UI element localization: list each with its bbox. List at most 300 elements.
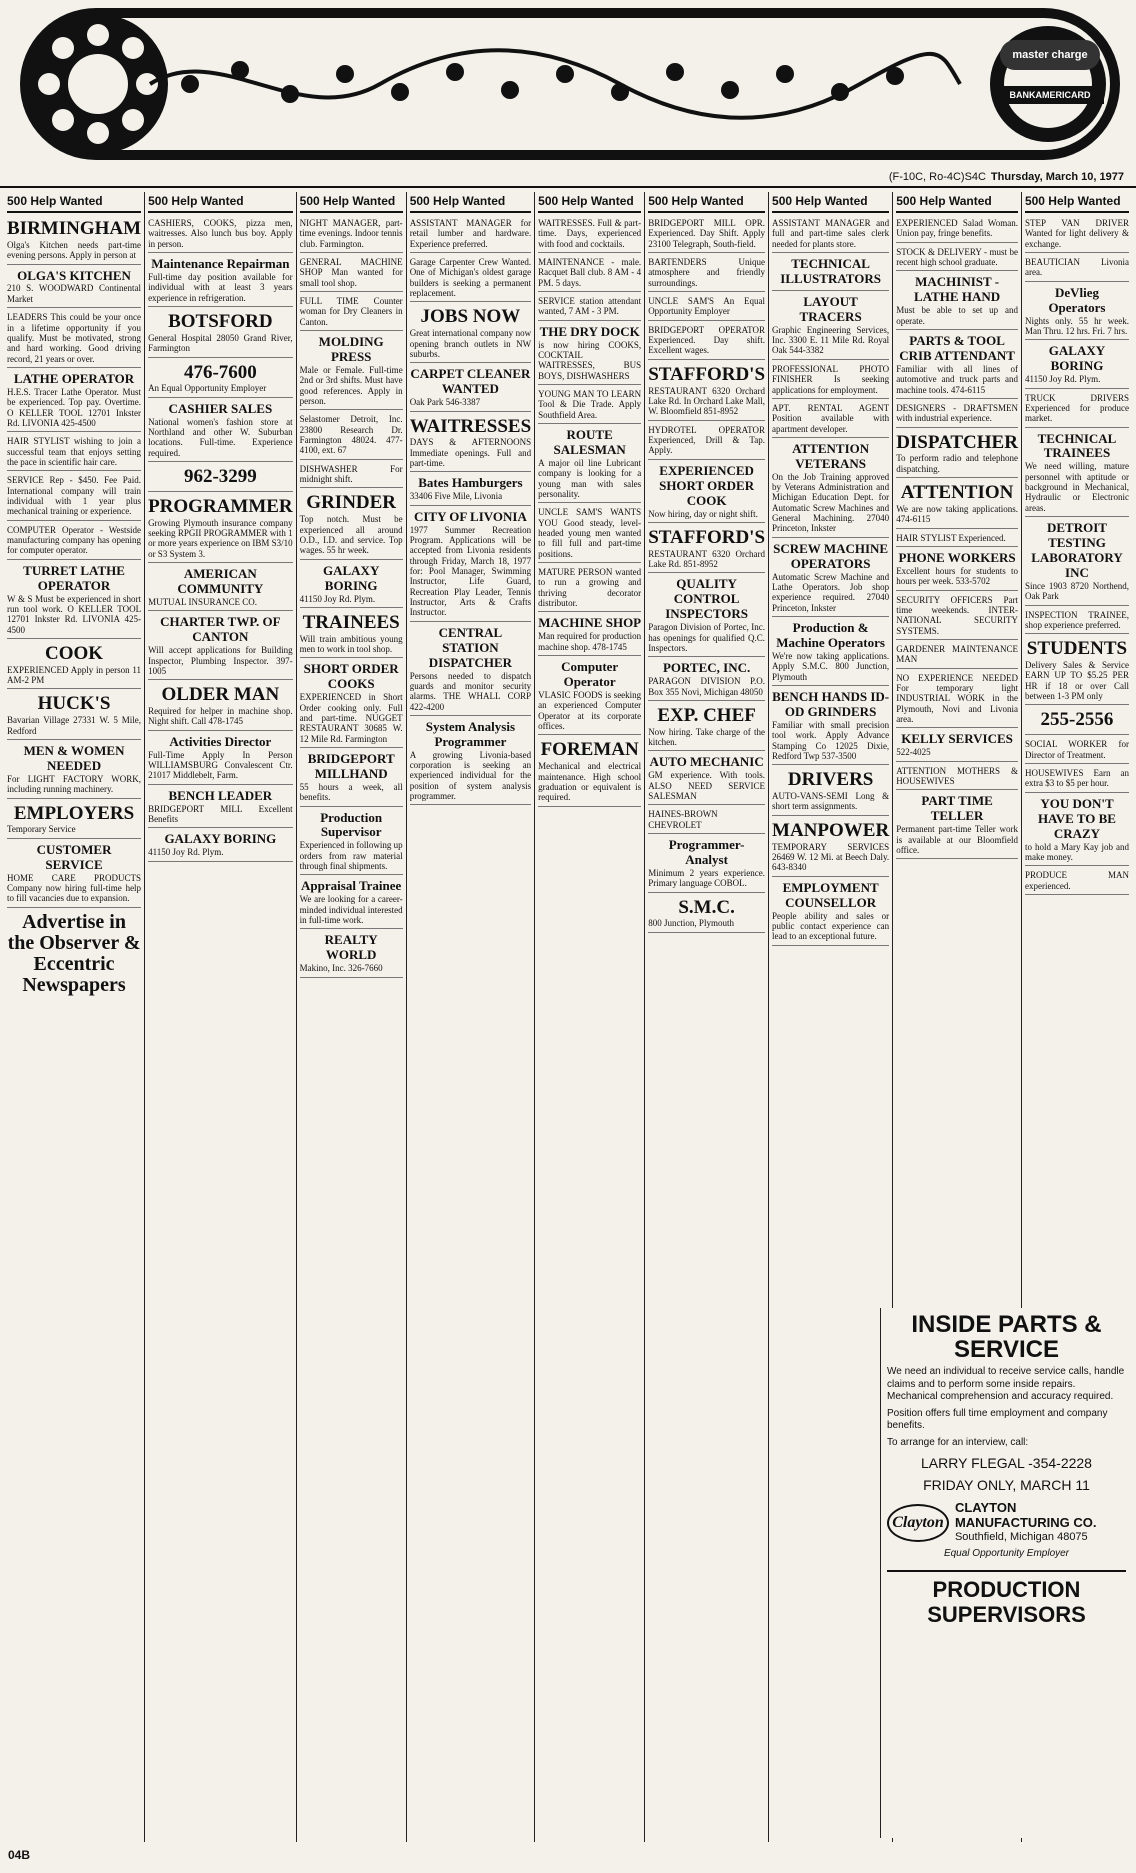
classified-ad <box>148 494 293 563</box>
ad-body: BRIDGEPORT MILL OPR. Experienced. Day Shift. Apply 23100 Telegraph, South-field. <box>648 218 766 249</box>
classified-ad <box>896 531 1018 547</box>
classified-ad <box>1025 391 1129 428</box>
classified-ad <box>896 273 1018 330</box>
ad-body: Man required for production machine shop. 478-1745 <box>538 631 642 652</box>
classified-column <box>535 192 645 1842</box>
classified-ad <box>7 742 141 799</box>
ad-body: SECURITY OFFICERS Part time weekends. INTER-NATIONAL SECURITY SYSTEMS. <box>896 594 1018 636</box>
classified-ad <box>148 830 293 861</box>
classified-ad <box>7 801 141 839</box>
ad-body: On the Job Training approved by Veterans Administration and Michigan Education Dept. for Automatic Screw Machines and General Machining. 27040 Princeton, Inkster <box>772 471 890 534</box>
classified-ad <box>896 216 1018 243</box>
box-ad-body-2: Position offers full time employment and company benefits. <box>887 1407 1108 1432</box>
classified-ad <box>410 718 531 806</box>
ad-body: Paragon Division of Portec, Inc. has openings for qualified Q.C. Inspectors. <box>648 622 766 653</box>
ad-headline: COOK <box>45 642 104 664</box>
ad-headline: STAFFORD'S <box>648 526 766 548</box>
classified-ad <box>300 610 403 659</box>
classified-column <box>407 192 535 1842</box>
ad-body: HAIR STYLIST wishing to join a successful team that enjoys setting the pace in scientific hair care. <box>7 436 142 467</box>
ad-body: We are looking for a career-minded individual interested in full-time work. <box>299 894 403 926</box>
column-header: 500 Help Wanted <box>300 192 403 213</box>
ad-body: Familiar with all lines of automotive and truck parts and machine tools. 474-6115 <box>896 363 1018 395</box>
classified-ad <box>648 323 765 360</box>
ad-body: ASSISTANT MANAGER and full and part-time sales clerk needed for plants store. <box>772 218 890 249</box>
column-header: 500 Help Wanted <box>538 192 641 213</box>
ad-body: 1977 Summer Recreation Program. Applications will be accepted from Livonia residents through Friday, March 18, 1977 for: Pool Manager, Swimming Instructor, Life Guard, Recreation Play Leader, Tennis Instructor, Arts & Crafts Instructor. <box>409 524 532 618</box>
ad-body: Experienced in following up orders from raw material through final shipments. <box>299 840 403 872</box>
ad-headline: STUDENTS <box>1026 638 1128 660</box>
classified-ad <box>896 593 1018 640</box>
ad-headline: MEN & WOMEN NEEDED <box>23 742 125 773</box>
ad-body: RESTAURANT 6320 Orchard Lake Rd. 851-8952 <box>648 548 766 570</box>
ad-body: 210 S. WOODWARD Continental Market <box>7 283 142 304</box>
ad-body: INSPECTION TRAINEE, shop experience preferred. <box>1024 609 1129 630</box>
clayton-company <box>955 1501 1126 1544</box>
classified-ad <box>300 660 403 748</box>
ad-body: An Equal Opportunity Employer <box>148 383 267 394</box>
classified-ad <box>1025 795 1129 867</box>
classified-ad <box>148 733 293 785</box>
classified-ad <box>1025 430 1129 518</box>
classified-ad <box>538 294 641 321</box>
classified-ad <box>7 216 141 265</box>
classified-ad <box>1025 608 1129 635</box>
ad-headline: Maintenance Repairman <box>151 256 290 272</box>
ad-headline: DETROIT TESTING LABORATORY INC <box>1031 520 1123 580</box>
ad-headline: PROGRAMMER <box>148 495 293 517</box>
ad-body: Growing Plymouth insurance company seeking RPGII PROGRAMMER with 1 or more years experience on IBM S3/10 or S3 System 3. <box>148 517 293 559</box>
clayton-location: Southfield, Michigan 48075 <box>954 1531 1088 1544</box>
ad-headline: GRINDER <box>306 492 397 514</box>
classified-ad <box>410 624 531 716</box>
issue-date: Thursday, March 10, 1977 <box>990 171 1124 183</box>
ad-body: LEADERS This could be your once in a lifetime opportunity if you qualify. Must be motivated, strong and hard working. Good driving record, 21 years or over. <box>7 312 142 364</box>
ad-body: APT. RENTAL AGENT Position available with apartment developer. <box>772 402 890 434</box>
ad-headline: EMPLOYMENT COUNSELLOR <box>782 879 879 910</box>
classified-ad <box>300 750 403 807</box>
ad-body: DISHWASHER For midnight shift. <box>299 463 403 485</box>
ad-body: GM experience. With tools. ALSO NEED SERVICE SALESMAN <box>648 770 766 801</box>
clayton-box-ad <box>880 1308 1132 1838</box>
classified-ad <box>1025 766 1129 793</box>
classified-ad <box>410 414 531 473</box>
ad-body: ATTENTION MOTHERS & HOUSEWIVES <box>896 765 1018 786</box>
classified-ad <box>300 462 403 489</box>
ad-headline: BENCH LEADER <box>168 787 273 803</box>
box-ad-title-2: PRODUCTION SUPERVISORS <box>887 1570 1126 1626</box>
classified-ad <box>648 703 765 752</box>
classified-ad <box>538 255 641 292</box>
edition-code: (F-10C, Ro-4C)S4C <box>888 171 986 183</box>
ad-headline: Computer Operator <box>561 659 619 689</box>
classified-ad <box>772 540 889 617</box>
clayton-eoe: Equal Opportunity Employer <box>943 1547 1070 1559</box>
ad-headline: ROUTE SALESMAN <box>553 427 626 458</box>
ad-headline: CASHIER SALES <box>168 400 273 416</box>
classified-ad <box>1025 216 1129 253</box>
ad-headline: Production Supervisor <box>320 809 383 840</box>
ad-body: Nights only. 55 hr week. Man Thru. 12 hrs. Fri. 7 hrs. <box>1024 315 1129 336</box>
ad-headline: Appraisal Trainee <box>301 878 402 894</box>
ad-headline: PART TIME TELLER <box>921 793 993 824</box>
bankamericard-logo <box>996 86 1104 104</box>
classified-ad <box>648 216 765 253</box>
ad-headline: ATTENTION VETERANS <box>792 440 870 471</box>
ad-body: Excellent hours for students to hours per week. 533-5702 <box>896 565 1018 587</box>
ad-body: Great international company now opening branch outlets in NW suburbs. <box>409 328 532 359</box>
ad-body: 522-4025 <box>896 747 931 758</box>
ad-body: UNCLE SAM'S An Equal Opportunity Employer <box>648 296 766 317</box>
ad-body: Will accept applications for Building Inspector, Plumbing Inspector. 397-1005 <box>148 645 293 676</box>
ad-headline: FOREMAN <box>540 739 639 761</box>
ad-body: NIGHT MANAGER, part-time evenings. Indoor tennis club. Farmington. <box>299 218 403 249</box>
ad-body: We are now taking applications. 474-6115 <box>896 503 1018 525</box>
ad-body: HYDROTEL OPERATOR Experienced, Drill & Tap. Apply. <box>648 424 766 456</box>
ad-body: Permanent part-time Teller work is available at our Bloomfield office. <box>896 824 1018 855</box>
ad-body: Now hiring, day or night shift. <box>648 508 758 519</box>
ad-headline: PORTEC, INC. <box>662 660 751 676</box>
ad-headline: ATTENTION <box>900 482 1014 504</box>
classified-ad <box>648 836 765 893</box>
ad-body: Must be able to set up and operate. <box>896 305 1018 326</box>
ad-headline: BRIDGEPORT MILLHAND <box>307 750 395 781</box>
column-header: 500 Help Wanted <box>772 192 889 213</box>
box-ad-body: We need an individual to receive service calls, handle claims and to perform some inside repairs. Mechanical comprehension and accuracy required. <box>887 1366 1125 1403</box>
ad-body: AUTO-VANS-SEMI Long & short term assignments. <box>772 791 890 812</box>
ad-body: Automatic Screw Machine and Lathe Operators. Job shop experience required. 27040 Princeton, Inkster <box>772 571 890 613</box>
ad-body: STOCK & DELIVERY - must be recent high school graduate. <box>896 246 1018 268</box>
ad-body: GENERAL MACHINE SHOP Man wanted for small tool shop. <box>299 257 403 288</box>
ad-body: HAINES-BROWN CHEVROLET <box>648 809 718 830</box>
classified-ad <box>896 671 1018 729</box>
ad-headline: GALAXY BORING <box>323 562 380 593</box>
classified-ad <box>772 362 889 399</box>
ad-body: 55 hours a week, all benefits. <box>299 781 403 803</box>
classified-ad <box>148 400 293 462</box>
ad-body: National women's fashion store at Northland and other W. Suburban locations. Full-time. Experience required. <box>148 416 293 458</box>
classified-ad <box>538 737 641 806</box>
column-header: 500 Help Wanted <box>148 192 293 213</box>
classified-ad <box>538 387 641 424</box>
ad-body: Top notch. Must be experienced all around O.D., I.D. and service. Top wages. 55 hr week. <box>299 514 403 556</box>
classified-ad <box>300 809 403 876</box>
classified-ad <box>772 216 889 253</box>
ad-headline: System Analysis Programmer <box>425 718 516 749</box>
ad-headline: CHARTER TWP. OF CANTON <box>160 614 281 645</box>
ad-body: EXPERIENCED in Short Order cooking only. Full and part-time. NUGGET RESTAURANT 30685 W. 12 Mile Rd. Farmington <box>299 692 403 744</box>
classified-ad <box>7 562 141 639</box>
bankamericard-label: BANKAMERICARD <box>1009 90 1091 100</box>
ad-body: General Hospital 28050 Grand River, Farmington <box>148 332 293 354</box>
ad-body: People ability and sales or public contact experience can lead to an exceptional future. <box>772 910 890 942</box>
ad-headline: TECHNICAL TRAINEES <box>1037 430 1117 461</box>
ad-body: Bavarian Village 27331 W. 5 Mile, Redford <box>7 715 142 736</box>
ad-body: to hold a Mary Kay job and make money. <box>1024 841 1129 862</box>
ad-headline: CENTRAL STATION DISPATCHER <box>428 624 513 670</box>
column-header: 500 Help Wanted <box>410 192 531 213</box>
ad-body: FULL TIME Counter woman for Dry Cleaners in Canton. <box>299 296 403 327</box>
classified-ad <box>648 423 765 460</box>
classified-column <box>645 192 769 1842</box>
classified-ad <box>896 480 1018 529</box>
telephone-dial-banner-graphic <box>0 0 1136 168</box>
ad-body: A growing Livonia-based corporation is seeking an experienced individual for the position of system analysis programmer. <box>409 749 532 802</box>
ad-body: DAYS & AFTERNOONS Immediate openings. Full and part-time. <box>409 437 532 469</box>
classified-ad <box>896 642 1018 669</box>
ad-headline: QUALITY CONTROL INSPECTORS <box>665 576 749 622</box>
ad-body: ASSISTANT MANAGER for retail lumber and hardware. Experience preferred. <box>409 218 532 249</box>
ad-body: For LIGHT FACTORY WORK, including running machinery. <box>7 773 142 795</box>
ad-body: Familiar with small precision tool work. Apply Advance Stamping Co 12025 Dixie, Redford Twp 537-3500 <box>772 719 890 761</box>
ad-headline: BENCH HANDS ID-OD GRINDERS <box>772 688 890 719</box>
ad-body: Will train ambitious young men to work in tool shop. <box>299 633 403 655</box>
classified-ad <box>1025 868 1129 895</box>
ad-headline: 962-3299 <box>183 466 257 488</box>
ad-body: 41150 Joy Rd. Plym. <box>299 593 376 604</box>
classified-ad <box>410 216 531 253</box>
ad-body: 41150 Joy Rd. Plym. <box>148 847 224 858</box>
ad-body: Required for helper in machine shop. Night shift. Call 478-1745 <box>148 706 293 727</box>
ad-headline: DeVlieg Operators <box>1048 284 1106 315</box>
ad-headline: STAFFORD'S <box>648 363 766 385</box>
ad-body: MUTUAL INSURANCE CO. <box>148 596 257 607</box>
classified-ad <box>410 304 531 363</box>
ad-headline: AUTO MECHANIC <box>649 754 764 770</box>
classified-ad <box>300 877 403 929</box>
classified-ad <box>648 362 765 421</box>
page-number: 04B <box>8 1848 31 1862</box>
ad-body: BRIDGEPORT OPERATOR Experienced. Day shift. Excellent wages. <box>648 324 766 356</box>
classified-ad <box>896 401 1018 428</box>
classified-ad <box>300 931 403 977</box>
classified-ad <box>410 508 531 622</box>
ad-headline: TECHNICAL ILLUSTRATORS <box>780 256 881 286</box>
ad-headline: DRIVERS <box>787 769 874 791</box>
ad-headline: TURRET LATHE OPERATOR <box>23 562 125 593</box>
classified-ad <box>148 464 293 492</box>
classified-ad <box>896 245 1018 272</box>
classified-banner <box>0 0 1136 168</box>
ad-body: PROFESSIONAL PHOTO FINISHER Is seeking applications for employment. <box>772 363 890 395</box>
ad-body: SOCIAL WORKER for Director of Treatment. <box>1024 739 1129 760</box>
ad-body: Male or Female. Full-time 2nd or 3rd shifts. Must have good references. Apply in person. <box>299 364 403 406</box>
ad-body: HOME CARE PRODUCTS Company now hiring full-time help to fill vacancies due to expansion. <box>7 872 142 904</box>
column-header: 500 Help Wanted <box>7 192 141 213</box>
ad-body: Makino, Inc. 326-7660 <box>299 963 383 974</box>
ad-headline: OLGA'S KITCHEN <box>17 267 131 283</box>
ad-body: 800 Junction, Plymouth <box>648 918 734 929</box>
ad-headline: CITY OF LIVONIA <box>413 508 527 524</box>
classified-ad <box>772 255 889 291</box>
ad-body: Persons needed to dispatch guards and monitor security alarms. THE WHALL CORP 422-4200 <box>409 670 532 712</box>
ad-headline: CARPET CLEANER WANTED <box>410 366 531 397</box>
ad-body: 33406 Five Mile, Livonia <box>409 491 503 502</box>
master-charge-label: master charge <box>1012 49 1088 61</box>
box-ad-body-3: To arrange for an interview, call: <box>887 1436 1029 1448</box>
ad-body: is now hiring COOKS, COCKTAIL WAITRESSES, BUS BOYS, DISHWASHERS <box>538 339 642 381</box>
ad-headline: MACHINE SHOP <box>538 615 642 631</box>
ad-body: 41150 Joy Rd. Plym. <box>1024 374 1101 385</box>
classified-ad <box>896 792 1018 859</box>
classified-column <box>769 192 893 1842</box>
ad-body: Delivery Sales & Service EARN UP TO $5.25 PER HR if 18 or over Call between 1-3 PM only <box>1024 660 1129 702</box>
ad-body: Now hiring. Take charge of the kitchen. <box>648 726 766 748</box>
ad-headline: DISPATCHER <box>896 431 1018 453</box>
ad-body: H.E.S. Tracer Lathe Operator. Must be experienced. Top pay. Overtime. O KELLER TOOL 12701 Inkster Rd. LIVONIA 425-4500 <box>7 386 142 428</box>
ad-headline: Programmer-Analyst <box>668 837 745 867</box>
classified-ad <box>7 370 141 432</box>
classified-ad <box>148 360 293 398</box>
classified-ad <box>772 619 889 686</box>
ad-body: Full-Time Apply In Person WILLIAMSBURG Convalescent Ctr. 21017 Middlebelt, Farm. <box>148 749 293 781</box>
ad-headline: BOTSFORD <box>168 311 273 332</box>
ad-body: SERVICE station attendant wanted, 7 AM - 3 PM. <box>538 296 642 317</box>
ad-headline: MANPOWER <box>772 819 890 841</box>
ad-headline: AMERICAN COMMUNITY <box>177 566 264 597</box>
ad-headline: LATHE OPERATOR <box>13 370 135 386</box>
ad-headline: TRAINEES <box>302 611 400 633</box>
classified-ad <box>772 818 889 877</box>
classified-ad <box>410 474 531 505</box>
classified-ad <box>538 658 641 735</box>
classified-ad <box>772 440 889 538</box>
classified-ad <box>148 216 293 253</box>
column-header: 500 Help Wanted <box>648 192 765 213</box>
classified-ad <box>772 879 889 946</box>
ad-body: RESTAURANT 6320 Orchard Lake Rd. In Orchard Lake Mall, W. Bloomfield 851-8952 <box>648 385 766 417</box>
classified-ad <box>148 682 293 731</box>
classified-ad <box>300 490 403 559</box>
ad-body: A major oil line Lubricant company is looking for a young man with sales personality. <box>538 457 642 499</box>
ad-headline: MACHINIST - LATHE HAND <box>914 274 1001 305</box>
ad-headline: GALAXY BORING <box>1048 343 1106 374</box>
ad-headline: KELLY SERVICES <box>901 731 1013 747</box>
classified-ad <box>538 323 641 385</box>
clayton-company-name: CLAYTON MANUFACTURING CO. <box>954 1500 1097 1531</box>
classified-ad <box>772 293 889 360</box>
classified-ad <box>7 641 141 690</box>
ad-body: EXPERIENCED Apply in person 11 AM-2 PM <box>7 664 142 686</box>
ad-headline: HUCK'S <box>37 693 111 715</box>
classified-ad <box>648 462 765 523</box>
master-charge-logo <box>1000 40 1100 70</box>
classified-ad <box>538 216 641 253</box>
classified-ad <box>896 730 1018 761</box>
ad-headline: SCREW MACHINE OPERATORS <box>773 540 889 571</box>
classified-ad <box>148 309 293 358</box>
ad-body: PRODUCE MAN experienced. <box>1024 870 1129 891</box>
classified-ad <box>538 505 641 563</box>
classified-ad <box>7 523 141 560</box>
ad-headline: Activities Director <box>169 733 272 749</box>
ad-headline: OLDER MAN <box>161 684 280 706</box>
classified-ad <box>538 565 641 612</box>
ad-headline: 476-7600 <box>183 361 257 383</box>
classified-ad <box>648 895 765 933</box>
ad-body: HAIR STYLIST Experienced. <box>896 532 1006 543</box>
classified-ad <box>410 365 531 411</box>
clayton-logo: Clayton <box>887 1504 949 1542</box>
ad-headline: Bates Hamburgers <box>418 475 523 491</box>
classified-column <box>4 192 145 1842</box>
ad-body: TEMPORARY SERVICES 26469 W. 12 Mi. at Beech Daly. 643-8340 <box>772 841 890 873</box>
ad-body: HOUSEWIVES Earn an extra $3 to $5 per hour. <box>1024 768 1129 789</box>
ad-headline: EMPLOYERS <box>13 802 135 824</box>
ad-headline: MOLDING PRESS <box>318 334 384 365</box>
classified-ad <box>7 841 141 908</box>
ad-body: Since 1903 8720 Northend, Oak Park <box>1024 580 1129 602</box>
ad-body: We need willing, mature personnel with aptitude or background in Mechanical, Hydraulic or Electronic areas. <box>1024 461 1129 513</box>
classified-ad <box>148 787 293 829</box>
ad-body: CASHIERS, COOKS, pizza men, waitresses. Also lunch bus boy. Apply in person. <box>148 218 293 249</box>
ad-headline: EXP. CHEF <box>657 704 756 726</box>
classified-ad <box>410 255 531 302</box>
ad-headline: JOBS NOW <box>420 306 521 328</box>
ad-body: SERVICE Rep - $450. Fee Paid. International company will train individual with 1 year plus mechanical training or experience. <box>7 475 142 517</box>
classified-ad <box>896 430 1018 479</box>
classified-ad <box>772 767 889 816</box>
ad-body: Olga's Kitchen needs part-time evening persons. Apply in person at <box>7 239 142 261</box>
ad-body: BEAUTICIAN Livonia area. <box>1024 257 1129 278</box>
classified-ad <box>896 764 1018 791</box>
clayton-logo-block <box>887 1501 1126 1544</box>
box-ad-day: FRIDAY ONLY, MARCH 11 <box>923 1477 1090 1494</box>
classified-ad <box>1025 284 1129 341</box>
ad-body: COMPUTER Operator - Westside manufacturing company has opening for computer operator. <box>7 524 142 556</box>
box-ad-title: INSIDE PARTS & SERVICE <box>911 1311 1102 1364</box>
ad-body: DESIGNERS - DRAFTSMEN with industrial experience. <box>896 402 1018 424</box>
classified-ad <box>7 434 141 471</box>
ad-body: STEP VAN DRIVER Wanted for light delivery & exchange. <box>1024 218 1129 249</box>
classified-ad <box>300 562 403 608</box>
ad-headline: EXPERIENCED SHORT ORDER COOK <box>659 462 755 508</box>
ad-body: WAITRESSES. Full & part-time. Days, experienced with food and cocktails. <box>538 218 642 249</box>
classified-ad <box>648 575 765 657</box>
ad-body: MAINTENANCE - male. Racquet Ball club. 8 AM - 4 PM. 5 days. <box>538 257 642 288</box>
ad-headline: LAYOUT TRACERS <box>799 293 862 324</box>
ad-body: Full-time day position available for individual with at least 3 years experience in refrigeration. <box>148 271 293 303</box>
classified-column <box>297 192 407 1842</box>
classified-ad <box>300 294 403 331</box>
ad-body: W & S Must be experienced in short run tool work. O KELLER TOOL 12701 Inkster Rd. LIVONIA 425-4500 <box>7 593 142 635</box>
classified-ad <box>7 473 141 520</box>
ad-body: Oak Park 546-3387 <box>409 397 481 408</box>
ad-headline: S.M.C. <box>678 896 735 918</box>
ad-body: Minimum 2 years experience. Primary language COBOL. <box>648 867 766 889</box>
ad-body: NO EXPERIENCE NEEDED For temporary light INDUSTRIAL WORK in the Plymouth, Novi and Livonia area. <box>896 672 1018 724</box>
ad-headline: BIRMINGHAM <box>7 218 142 239</box>
classified-ad <box>896 332 1018 399</box>
classified-column <box>145 192 297 1842</box>
classified-ad <box>648 294 765 321</box>
classified-ad <box>300 333 403 410</box>
box-ad-contact: LARRY FLEGAL -354-2228 <box>921 1455 1092 1472</box>
ad-body: Temporary Service <box>7 824 76 835</box>
ad-body: Graphic Engineering Services, Inc. 3300 E. 11 Mile Rd. Royal Oak 544-3382 <box>772 324 890 356</box>
ad-body: VLASIC FOODS is seeking an experienced Computer Operator at its corporate offices. <box>538 689 642 731</box>
classified-ad <box>148 565 293 611</box>
advertise-promo: Advertise in the Observer & Eccentric Newspapers <box>7 910 141 996</box>
classified-ad <box>300 255 403 292</box>
dateline <box>0 170 1136 188</box>
ad-headline: SHORT ORDER COOKS <box>303 661 399 692</box>
ad-body: EXPERIENCED Salad Woman. Union pay, fringe benefits. <box>896 218 1018 239</box>
classified-ad <box>648 255 765 292</box>
classified-ad <box>648 807 765 834</box>
classified-ad <box>300 216 403 253</box>
ad-body: UNCLE SAM'S WANTS YOU Good steady, level-headed young men wanted to fill full and part-time positions. <box>538 507 642 559</box>
